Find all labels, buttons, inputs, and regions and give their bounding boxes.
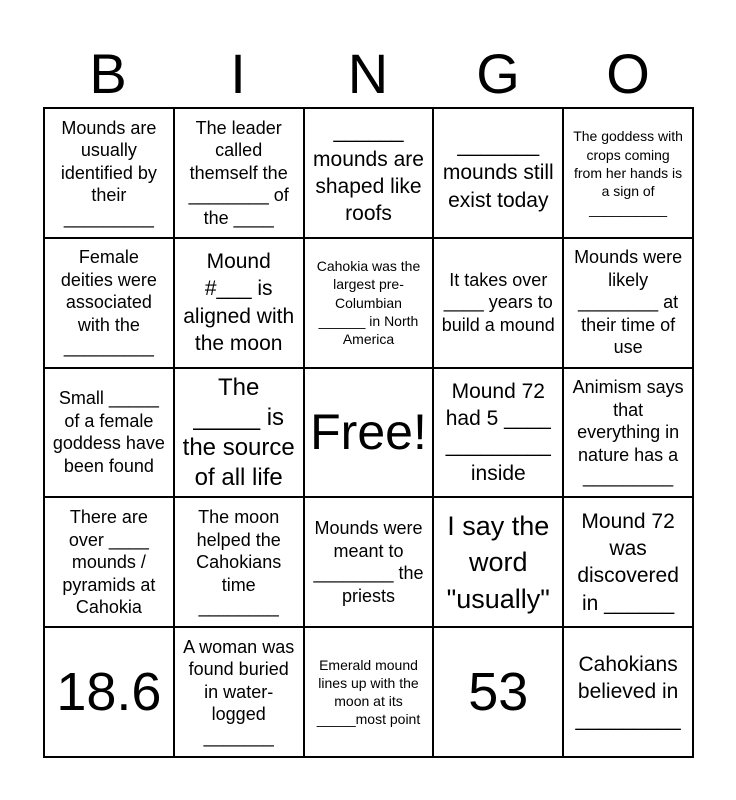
bingo-cell-r1-c5[interactable] — [563, 108, 693, 238]
bingo-cell-text: There are over ____ mounds / pyramids at Cahokia — [62, 507, 156, 618]
header-letter-b: B — [89, 42, 127, 105]
bingo-cell-text: It takes over ____ years to build a mound — [441, 269, 555, 335]
header-letter-n: N — [347, 42, 389, 105]
bingo-cell-text: Mounds are usually identified by their _________ — [60, 117, 157, 228]
bingo-cell-r1-c4[interactable] — [433, 108, 563, 238]
bingo-cell-text: 18.6 — [56, 662, 162, 723]
bingo-cell-text: Mounds were likely ________ at their time of use — [574, 247, 683, 358]
bingo-cell-text: Emerald mound lines up with the moon at its _____most point — [316, 656, 421, 728]
bingo-cell-r3-c1[interactable] — [44, 368, 174, 498]
bingo-cell-text: Free! — [310, 404, 427, 461]
bingo-cell-r3-c4[interactable] — [433, 368, 563, 498]
bingo-cell-r4-c5[interactable] — [563, 497, 693, 627]
bingo-cell-r2-c1[interactable] — [44, 238, 174, 368]
bingo-cell-free-space[interactable] — [304, 368, 434, 498]
bingo-cell-text: Mounds were meant to ________ the priests — [313, 518, 424, 606]
bingo-cell-r2-c5[interactable] — [563, 238, 693, 368]
bingo-cell-text: Animism says that everything in nature has a _________ — [572, 377, 684, 488]
bingo-cell-text: 53 — [468, 662, 529, 723]
bingo-cell-r5-c5[interactable] — [563, 627, 693, 757]
bingo-cell-r5-c1[interactable] — [44, 627, 174, 757]
bingo-cell-r1-c3[interactable] — [304, 108, 434, 238]
bingo-header — [43, 40, 693, 108]
bingo-cell-text: Mound 72 had 5 ____ _________ inside — [445, 379, 551, 485]
bingo-cell-text: Mound 72 was discovered in ______ — [577, 509, 679, 615]
bingo-cell-r5-c2[interactable] — [174, 627, 304, 757]
bingo-cell-r3-c2[interactable] — [174, 368, 304, 498]
bingo-cell-text: The leader called themself the ________ of the ____ — [188, 117, 289, 228]
bingo-cell-r3-c5[interactable] — [563, 368, 693, 498]
bingo-card-grid — [43, 107, 694, 758]
header-letter-i: I — [230, 42, 246, 105]
bingo-cell-text: Female deities were associated with the _________ — [60, 247, 157, 358]
bingo-cell-text: Cahokians believed in _________ — [575, 653, 681, 731]
bingo-cell-text: The _____ is the source of all life — [182, 373, 295, 491]
bingo-cell-r4-c2[interactable] — [174, 497, 304, 627]
bingo-cell-text: Mound #___ is aligned with the moon — [183, 250, 295, 355]
bingo-cell-r2-c4[interactable] — [433, 238, 563, 368]
header-letter-o: O — [606, 42, 650, 105]
bingo-cell-text: ______ mounds are shaped like roofs — [313, 120, 424, 226]
bingo-cell-r5-c3[interactable] — [304, 627, 434, 757]
bingo-cell-r2-c2[interactable] — [174, 238, 304, 368]
bingo-cell-text: Small _____ of a female goddess have been found — [52, 388, 165, 476]
bingo-cell-text: Cahokia was the largest pre-Columbian ______ in North America — [316, 258, 421, 347]
bingo-cell-r4-c3[interactable] — [304, 497, 434, 627]
bingo-cell-text: _______ mounds still exist today — [442, 133, 554, 212]
bingo-cell-r4-c4[interactable] — [433, 497, 563, 627]
header-letter-g: G — [476, 42, 520, 105]
bingo-cell-text: I say the word "usually" — [446, 510, 550, 614]
bingo-cell-text: The moon helped the Cahokians time ________ — [196, 507, 282, 618]
bingo-cell-r2-c3[interactable] — [304, 238, 434, 368]
bingo-cell-text: The goddess with crops coming from her hands is a sign of __________ — [573, 128, 683, 218]
bingo-cell-r1-c1[interactable] — [44, 108, 174, 238]
bingo-cell-r5-c4[interactable] — [433, 627, 563, 757]
bingo-cell-r4-c1[interactable] — [44, 497, 174, 627]
bingo-cell-r1-c2[interactable] — [174, 108, 304, 238]
bingo-cell-text: A woman was found buried in water-logged _______ — [183, 636, 295, 747]
